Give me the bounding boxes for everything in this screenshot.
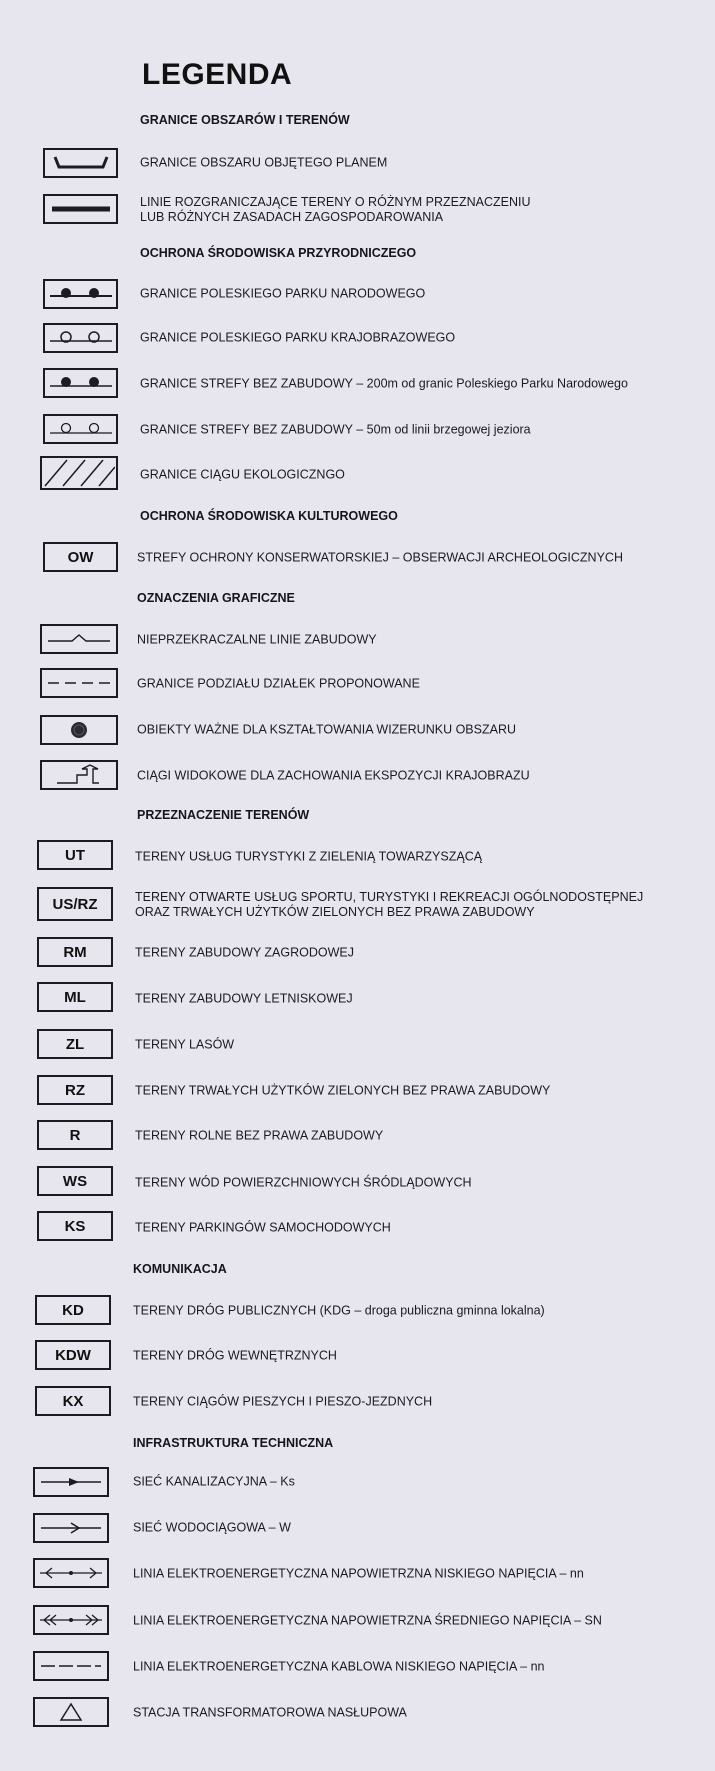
ecological-corridor-icon (40, 456, 118, 490)
legend-item-label: SIEĆ WODOCIĄGOWA – W (133, 1520, 291, 1535)
legend-item-label: STREFY OCHRONY KONSERWATORSKIEJ – OBSERWACJI ARCHEOLOGICZNYCH (137, 550, 623, 565)
legend-item-label: LINIA ELEKTROENERGETYCZNA NAPOWIETRZNA NISKIEGO NAPIĘCIA – nn (133, 1566, 584, 1581)
legend-item-label: GRANICE PODZIAŁU DZIAŁEK PROPONOWANE (137, 676, 420, 691)
legend-item-label: TERENY PARKINGÓW SAMOCHODOWYCH (135, 1220, 391, 1235)
legend-item-label: SIEĆ KANALIZACYJNA – Ks (133, 1474, 295, 1489)
legend-item-label: STACJA TRANSFORMATOROWA NASŁUPOWA (133, 1705, 407, 1720)
legend-item-label: TERENY CIĄGÓW PIESZYCH I PIESZO-JEZDNYCH (133, 1394, 433, 1409)
legend-item-label: TERENY OTWARTE USŁUG SPORTU, TURYSTYKI I REKREACJI OGÓLNODOSTĘPNEJ ORAZ TRWAŁYCH UŻYTKÓW ZIELONYCH BEZ PRAWA ZABUDOWY (135, 890, 644, 919)
sewer-network-icon (33, 1467, 109, 1497)
legend-item-label: LINIA ELEKTROENERGETYCZNA KABLOWA NISKIEGO NAPIĘCIA – nn (133, 1659, 545, 1674)
water-network-icon (33, 1513, 109, 1543)
transformer-station-icon (33, 1697, 109, 1727)
section-heading-przyroda: OCHRONA ŚRODOWISKA PRZYRODNICZEGO (140, 246, 417, 260)
demarcation-line-icon (43, 194, 118, 224)
code-box-kd: KD (35, 1295, 111, 1325)
code-box-rm: RM (37, 937, 113, 967)
legend-item-label: GRANICE CIĄGU EKOLOGICZNGO (140, 467, 345, 482)
section-heading-kultura: OCHRONA ŚRODOWISKA KULTUROWEGO (140, 509, 398, 523)
code-box-ow: OW (43, 542, 118, 572)
section-heading-komunikacja: KOMUNIKACJA (133, 1262, 227, 1276)
legend-item-label: GRANICE POLESKIEGO PARKU KRAJOBRAZOWEGO (140, 330, 456, 345)
code-box-ut: UT (37, 840, 113, 870)
legend-item-label: LINIA ELEKTROENERGETYCZNA NAPOWIETRZNA ŚREDNIEGO NAPIĘCIA – SN (133, 1613, 602, 1628)
code-box-r: R (37, 1120, 113, 1150)
section-heading-graficzne: OZNACZENIA GRAFICZNE (137, 591, 295, 605)
code-box-zl: ZL (37, 1029, 113, 1059)
important-object-icon (40, 715, 118, 745)
code-box-rz: RZ (37, 1075, 113, 1105)
legend-item-label: CIĄGI WIDOKOWE DLA ZACHOWANIA EKSPOZYCJI KRAJOBRAZU (137, 768, 530, 783)
legend-item-label: LINIE ROZGRANICZAJĄCE TERENY O RÓŻNYM PRZEZNACZENIU LUB RÓŻNYCH ZASADACH ZAGOSPODAROWANIA (140, 195, 531, 224)
code-box-ws: WS (37, 1166, 113, 1196)
legend-item-label: OBIEKTY WAŻNE DLA KSZTAŁTOWANIA WIZERUNKU OBSZARU (137, 722, 516, 737)
no-build-zone-200m-icon (43, 368, 118, 398)
lv-overhead-line-icon (33, 1558, 109, 1588)
lv-cable-line-icon (33, 1651, 109, 1681)
no-build-zone-50m-icon (43, 414, 118, 444)
view-corridor-icon (40, 760, 118, 790)
legend-item-label: TERENY USŁUG TURYSTYKI Z ZIELENIĄ TOWARZYSZĄCĄ (135, 849, 483, 864)
legend-item-label: TERENY DRÓG WEWNĘTRZNYCH (133, 1348, 337, 1363)
legend-item-label: TERENY TRWAŁYCH UŻYTKÓW ZIELONYCH BEZ PRAWA ZABUDOWY (135, 1083, 551, 1098)
section-heading-przeznaczenie: PRZEZNACZENIE TERENÓW (137, 808, 310, 822)
building-line-icon (40, 624, 118, 654)
code-box-ml: ML (37, 982, 113, 1012)
legend-item-label: GRANICE STREFY BEZ ZABUDOWY – 200m od granic Poleskiego Parku Narodowego (140, 376, 628, 391)
legend-item-label: GRANICE OBSZARU OBJĘTEGO PLANEM (140, 155, 388, 170)
legend-item-label: NIEPRZEKRACZALNE LINIE ZABUDOWY (137, 632, 377, 647)
legend-item-label: TERENY DRÓG PUBLICZNYCH (KDG – droga publiczna gminna lokalna) (133, 1303, 545, 1318)
mv-overhead-line-icon (33, 1605, 109, 1635)
legend-item-label: GRANICE STREFY BEZ ZABUDOWY – 50m od linii brzegowej jeziora (140, 422, 531, 437)
code-box-ks: KS (37, 1211, 113, 1241)
legend-item-label: TERENY ZABUDOWY ZAGRODOWEJ (135, 945, 355, 960)
code-box-kx: KX (35, 1386, 111, 1416)
legend-title: LEGENDA (142, 58, 293, 91)
legend-item-label: TERENY WÓD POWIERZCHNIOWYCH ŚRÓDLĄDOWYCH (135, 1175, 472, 1190)
legend-item-label: GRANICE POLESKIEGO PARKU NARODOWEGO (140, 286, 426, 301)
plan-boundary-icon (43, 148, 118, 178)
parcel-division-icon (40, 668, 118, 698)
section-heading-granice: GRANICE OBSZARÓW I TERENÓW (140, 113, 350, 127)
national-park-boundary-icon (43, 279, 118, 309)
legend-item-label: TERENY ZABUDOWY LETNISKOWEJ (135, 991, 353, 1006)
section-heading-infrastruktura: INFRASTRUKTURA TECHNICZNA (133, 1436, 334, 1450)
legend-item-label: TERENY LASÓW (135, 1037, 235, 1052)
code-box-us-rz: US/RZ (37, 887, 113, 921)
legend-item-label: TERENY ROLNE BEZ PRAWA ZABUDOWY (135, 1128, 384, 1143)
code-box-kdw: KDW (35, 1340, 111, 1370)
landscape-park-boundary-icon (43, 323, 118, 353)
